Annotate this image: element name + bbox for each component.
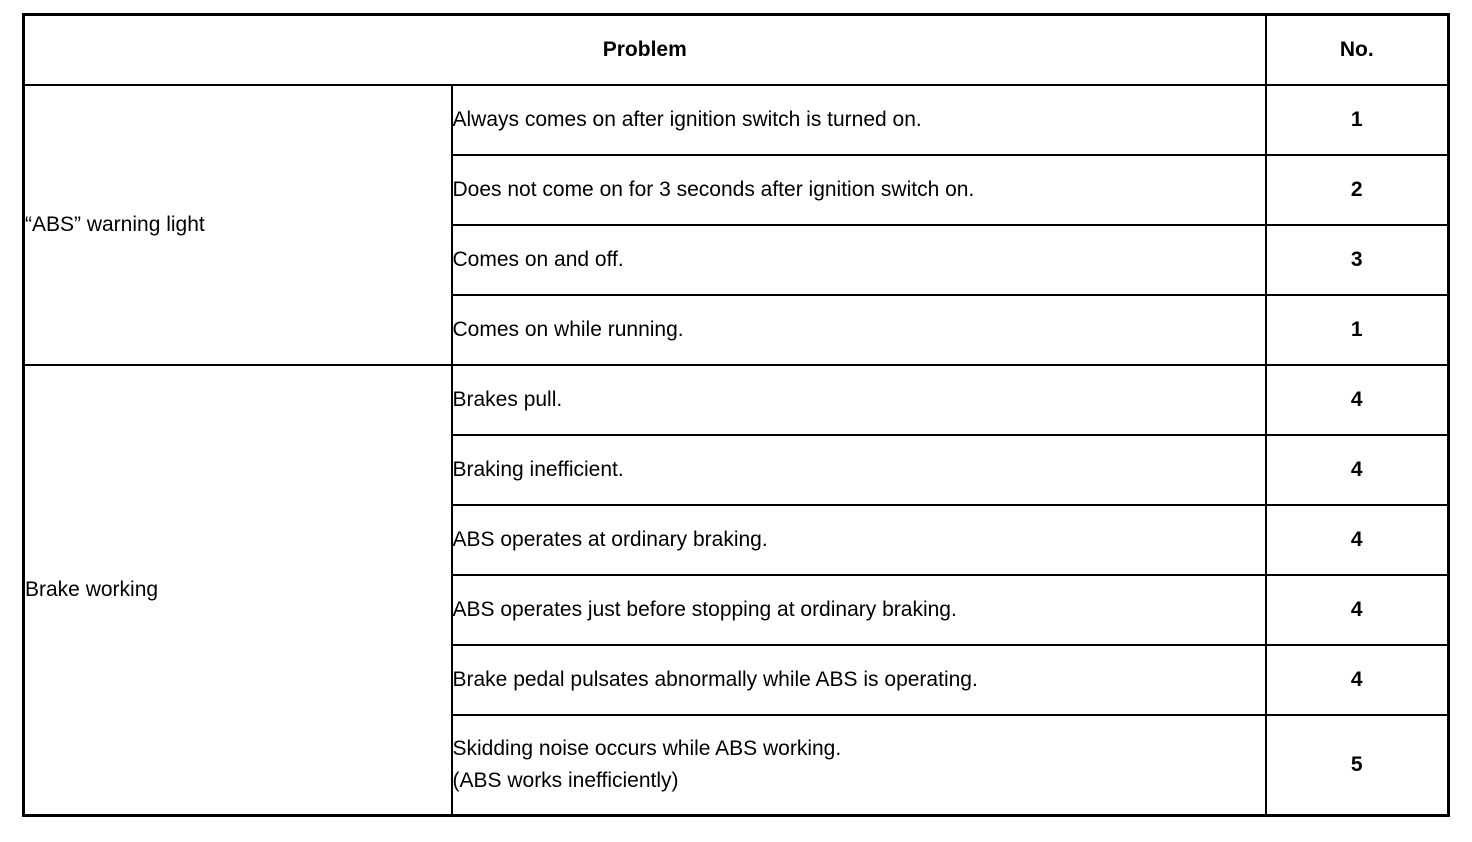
problem-text: Braking inefficient.: [452, 458, 624, 481]
problem-cell: [452, 435, 1266, 505]
group-label-brake-working: Brake working: [24, 365, 452, 816]
table-row: [24, 365, 1449, 435]
number-column-header: No.: [1266, 15, 1449, 86]
procedure-number-cell: 4: [1266, 645, 1449, 715]
procedure-number-cell: 4: [1266, 575, 1449, 645]
problem-text: Comes on and off.: [452, 248, 624, 271]
troubleshooting-table: [22, 13, 1450, 817]
problem-text: ABS operates just before stopping at ordinary braking.: [452, 598, 957, 621]
header-row: [24, 15, 1449, 86]
problem-text: Brakes pull.: [452, 388, 563, 411]
problem-cell: [452, 575, 1266, 645]
problem-text: Does not come on for 3 seconds after ignition switch on.: [452, 178, 975, 201]
group-label-abs-warning-light: “ABS” warning light: [24, 85, 452, 365]
problem-cell: [452, 225, 1266, 295]
procedure-number-cell: 3: [1266, 225, 1449, 295]
procedure-number-cell: 5: [1266, 715, 1449, 816]
problem-text-note: (ABS works inefficiently): [452, 769, 679, 792]
problem-column-header: Problem: [24, 15, 1266, 86]
table-row: [24, 85, 1449, 155]
problem-text: Comes on while running.: [452, 318, 684, 341]
problem-cell: [452, 715, 1266, 816]
procedure-number-cell: 4: [1266, 435, 1449, 505]
problem-cell: [452, 85, 1266, 155]
procedure-number-cell: 2: [1266, 155, 1449, 225]
problem-cell: [452, 295, 1266, 365]
problem-cell: [452, 645, 1266, 715]
problem-cell: [452, 365, 1266, 435]
problem-text: Always comes on after ignition switch is turned on.: [452, 108, 922, 131]
procedure-number-cell: 1: [1266, 85, 1449, 155]
procedure-number-cell: 1: [1266, 295, 1449, 365]
problem-text: ABS operates at ordinary braking.: [452, 528, 768, 551]
problem-cell: [452, 155, 1266, 225]
procedure-number-cell: 4: [1266, 365, 1449, 435]
problem-text: Brake pedal pulsates abnormally while ABS is operating.: [452, 668, 978, 691]
procedure-number-cell: 4: [1266, 505, 1449, 575]
problem-text: Skidding noise occurs while ABS working.: [452, 737, 842, 760]
problem-cell: [452, 505, 1266, 575]
